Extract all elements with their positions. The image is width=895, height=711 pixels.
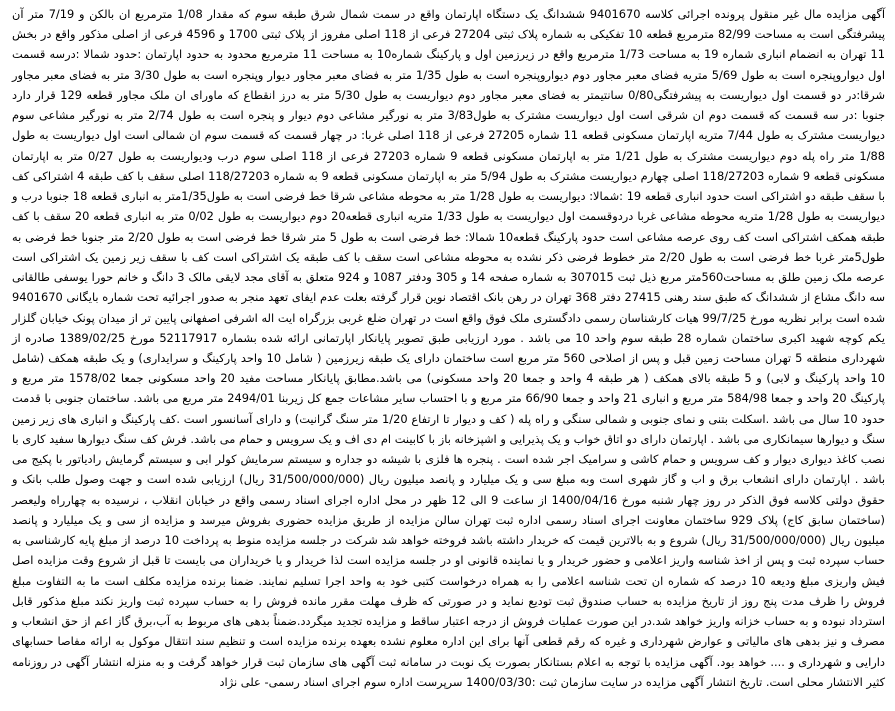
- notice-body-text: آگهی مزایده مال غیر منقول پرونده اجرائی کلاسه 9401670 ششدانگ یک دستگاه اپارتمان واقع در سمت شمال شرق طبقه سوم که مقدار 1/08 مترمربع ان بالکن و 7/19 متر آن پیشرفتگی است به مساحت 82/99 مترمربع قطعه 10 تفکیکی به شماره پلاک ثبتی 27204 فرعی از 118 اصلی مفروز از پلاک ثبتی 1700 و 4596 فرعی از اصلی مذکور واقع در بخش 11 تهران به انضمام انباری شماره 19 به مساحت 1/73 مترمربع واقع در زیرزمین اول و پارکینگ شماره10 به مساحت 11 مترمربع محدود به حدود اپارتمان :حدود شمالا :درسه قسمت اول دیواروپنجره است به طول 5/69 متریه فضای معبر مجاور دوم دیواروپنجره است به طول 1/35 متر به فضای معبر مجاور دیوار وپنجره است به طول 3/30 متر به فضای معبر مجاور شرقا:در دو قسمت اول دیواریست به پیشرفتگی0/80 سانتیمتر به فضای معبر مجاور دوم دیواریست به طول 5/30 متر به درز انقطاع که ماورای ان ملک مجاور قطعه 129 قرار دارد جنوبا :در سه قسمت که قسمت دوم ان شرقی است اول دیواریست مشترک به طول3/83 متر به نورگیر مشاعی دوم دیوار و پنجره است به طول 2/74 متر به نورگیر مشاعی سوم دیواریست مشترک به طول 7/44 متریه اپارتمان مسکونی قطعه 11 شماره 27205 فرعی از 118 اصلی غربا: در چهار قسمت که قسمت سوم ان شمالی است اول دیواریست به طول 1/88 متر راه پله دوم دیواریست مشترک به طول 1/21 متر به اپارتمان مسکونی قطعه 9 شماره 27203 فرعی از 118 اصلی سوم درب ودیواریست به طول 0/27 متر به اپارتمان مسکونی قطعه 9 شماره 118/27203 اصلی چهارم دیواریست مشترک به طول 5/94 متر به اپارتمان مسکونی قطعه 9 به شماره 118/27203 اصلی سقف با کف طبقه 4 اشتراکی کف با سقف طبقه دو اشتراکی است حدود انباری قطعه 19 :شمالا: دیواریست به طول 1/28 متر به محوطه مشاعی شرقا خط فرضی است به طول1/35متر به انباری قطعه 18 جنوبا درب و دیواریست به طول 1/28 متریه محوطه مشاعی غربا دردوقسمت اول دیواریست به طول 1/33 متریه انباری قطعه20 دوم دیواریست به طول 0/02 متر به انباری قطعه 20 سقف با کف طبقه همکف اشتراکی است کف روی عرصه مشاعی است حدود پارکینگ قطعه10 شمالا: خط فرضی است به طول 5 متر شرقا خط فرضی است به طول 2/20 متر جنوبا خط فرضی به طول5متر غربا خط فرضی است به طول 2/20 متر خطوط فرضی ذکر نشده به محوطه مشاعی است سقف با کف طبقه یک اشتراکی است کف با سقف زیر زمین یک اشتراکی است عرصه ملک زمین طلق به مساحت560متر مربع ذیل ثبت 307015 به شماره صفحه 14 و 305 ودفتر 1087 و 924 متعلق به آقای مجد لایقی مالک 3 دانگ و خانم حورا یوسفی طالقانی سه دانگ مشاع از ششدانگ که طبق سند رهنی 27415 دفتر 368 تهران در رهن بانک اقتصاد نوین قرار گرفته بعلت عدم ایفای تعهد منجر به صدور اجرائیه تحت شماره بایگانی 9401670 شده است برابر نظریه مورخ 99/7/25 هیات کارشناسان رسمی دادگستری ملک فوق واقع است در تهران ضلع غربی بزرگراه ایت اله اشرفی اصفهانی پایین تر از میدان پونک خیابان گلزار یکم کوچه شهید اکبری ساختمان شماره 28 طبقه سوم واحد 10 می باشد . مورد ارزیابی طبق تصویر پایانکار اپارتمانی ارائه شده بشماره 52117917 مورخ 1389/02/25 صادره از شهرداری منطقه 5 تهران مساحت زمین قبل و پس از اصلاحی 560 متر مربع است ساختمان دارای یک طبقه زیرزمین ( شامل 10 واحد پارکینگ و سرایداری) و یک طبقه همکف (شامل 10 واحد پارکینگ و لابی) و 5 طبقه بالای همکف ( هر طبقه 4 واحد و جمعا 20 واحد مسکونی) می باشد.مطابق پایانکار مساحت مفید 20 واحد مسکونی جمعا 1578/02 متر مربع و پارکینگ 20 واحد و جمعا 584/98 متر مربع و انباری 21 واحد و جمعا 66/90 متر مربع و با احتساب سایر مشاعات جمع کل زیربنا 2494/01 متر مربع می باشد. ساختمان جنوبی با قدمت حدود 10 سال می باشد .اسکلت بتنی و نمای جنوبی و شمالی سنگی و راه پله ( کف و دیوار تا ارتفاع 1/20 متر سنگ گرانیت) و دارای آسانسور است .کف پارکینگ و انباری های زیر زمین سنگ و دیوارها سیمانکاری می باشد . اپارتمان دارای دو اتاق خواب و یک پذیرایی و اشپزخانه باز با کابینت ام دی اف و یک سرویس و حمام می باشد. فرش کف سنگ دیوارها سفید کاری با نصب کاغذ دیواری دیوار و کف سرویس و حمام کاشی و سرامیک اجر شده است . پنجره ها فلزی با شیشه دو جداره و سیستم سرمایش کولر ابی و سیستم گرمایش رادیاتور با پکیج می باشد . اپارتمان دارای انشعاب برق و اب و گاز شهری است وبه مبلغ سی و یک میلیارد و پانصد میلیون ریال (31/500/000/000 ریال) ارزیابی شده است و جهت وصول طلب بانک و حقوق دولتی کلاسه فوق الذکر در روز چهار شنبه مورخ 1400/04/16 از ساعت 9 الی 12 ظهر در محل اداره اجرای اسناد رسمی واقع در خیابان انقلاب ، نرسیده به چهارراه ولیعصر (ساختمان سابق کاج) پلاک 929 ساختمان معاونت اجرای اسناد رسمی اداره ثبت تهران سالن مزایده از طریق مزایده حضوری بفروش میرسد و مزایده از سی و یک میلیارد و پانصد میلیون ریال (31/500/000/000 ریال) شروع و به بالاترین قیمت که خریدار داشته باشد فروخته خواهد شد شرکت در جلسه مزایده منوط به پرداخت 10 درصد از مبلغ پایه کارشناسی به حساب سپرده ثبت و پس از اخذ شناسه واریز اعلامی و حضور خریدار و یا نماینده قانونی او در جلسه مزایده است لذا خریدار و یا خریداران می بایست تا قبل از شروع وقت مزایده اصل فیش واریزی مبلغ ودیعه 10 درصد که شماره ان تحت شناسه اعلامی را به همراه درخواست کتبی خود به واحد اجرا تسلیم نمایند. ضمنا برنده مزایده مکلف است ما به التفاوت مبلغ فروش را ظرف مدت پنج روز از تاریخ مزایده به حساب صندوق ثبت تودیع نماید و در صورتی که ظرف مهلت مقرر مانده فروش را به حساب سپرده ثبت واریز نکند مبلغ مذکور قابل استرداد نبوده و به حساب خزانه واریز خواهد شد.در این صورت عملیات فروش از درجه اعتبار ساقط و مزایده تجدید میگردد.ضمناً بدهی های مربوط به آب،برق گاز اعم از حق انشعاب و مصرف و نیز بدهی های مالیاتی و عوارض شهرداری و غیره که رقم قطعی آنها برای این اداره معلوم نشده بعهده برنده مزایده است و تنظیم سند انتقال موکول به ارائه مفاصا حسابهای دارایی و شهرداری و .... خواهد بود. آگهی مزایده با توجه به اعلام بستانکار بصورت یک نوبت در سامانه ثبت آگهی های سازمان ثبت قرار خواهد گرفت و به منزله انتشار آگهی در روزنامه کثیر الانتشار محلی است. تاریخ انتشار آگهی مزایده در سایت سازمان ثبت :1400/03/30 سرپرست اداره سوم اجرای اسناد رسمی- علی نژاد: [12, 7, 886, 689]
